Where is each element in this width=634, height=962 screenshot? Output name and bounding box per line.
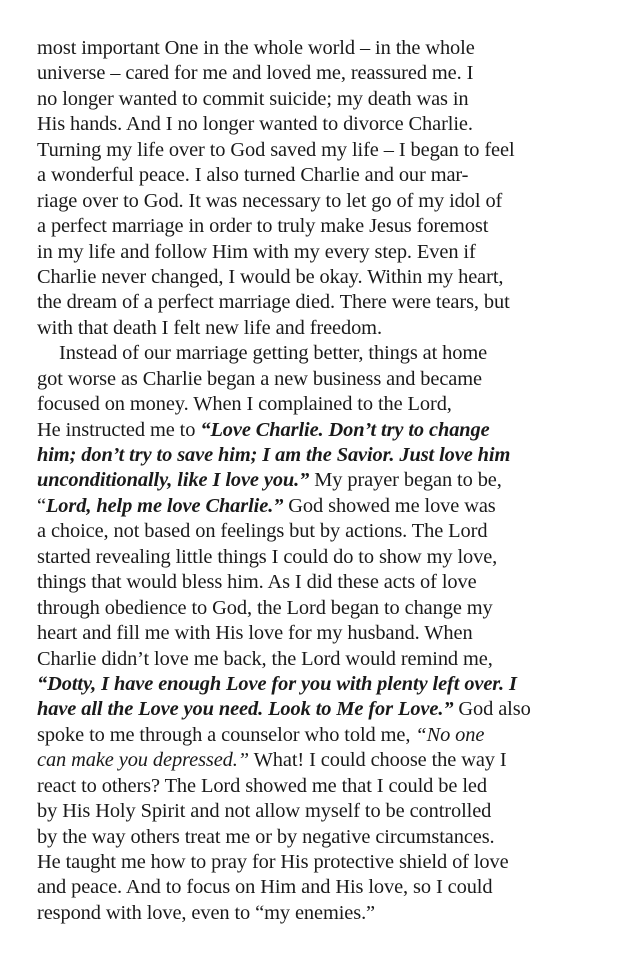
text-line: Instead of our marriage getting better, things at home — [59, 342, 488, 365]
text-run: What! I could choose the way I — [249, 749, 507, 772]
text-line — [37, 443, 597, 468]
text-line — [37, 748, 597, 773]
text-line — [37, 468, 597, 493]
text-line: His hands. And I no longer wanted to divorce Charlie. — [37, 113, 473, 136]
quote-text: Lord, help me love Charlie.” — [45, 494, 284, 517]
paragraph-1 — [37, 36, 597, 341]
text-line: a choice, not based on feelings but by actions. The Lord — [37, 520, 488, 543]
text-line: a perfect marriage in order to truly make Jesus foremost — [37, 215, 489, 238]
text-run: God also — [453, 698, 531, 721]
text-line: and peace. And to focus on Him and His love, so I could — [37, 876, 493, 899]
text-line: heart and fill me with His love for my husband. When — [37, 622, 473, 645]
text-line: by His Holy Spirit and not allow myself to be controlled — [37, 800, 492, 823]
text-line: respond with love, even to “my enemies.” — [37, 901, 376, 924]
text-line: Charlie didn’t love me back, the Lord would remind me, — [37, 647, 493, 670]
text-line: by the way others treat me or by negative circumstances. — [37, 825, 495, 848]
text-run: My prayer began to be, — [309, 469, 502, 492]
text-line: through obedience to God, the Lord began to change my — [37, 596, 493, 619]
text-line: with that death I felt new life and freedom. — [37, 316, 382, 339]
text-line: riage over to God. It was necessary to let go of my idol of — [37, 189, 503, 212]
text-run: spoke to me through a counselor who told me, — [37, 723, 416, 746]
text-line — [37, 494, 597, 519]
text-line: started revealing little things I could do to show my love, — [37, 545, 498, 568]
text-line: in my life and follow Him with my every step. Even if — [37, 240, 476, 263]
quote-text: can make you depressed.” — [37, 749, 250, 772]
text-line: He taught me how to pray for His protective shield of love — [37, 851, 509, 873]
text-line: react to others? The Lord showed me that I could be led — [37, 774, 487, 797]
text-line — [37, 697, 597, 722]
text-line: most important One in the whole world – in the whole — [37, 37, 475, 59]
text-line — [37, 418, 597, 443]
text-run: “ — [37, 494, 46, 517]
text-line: things that would bless him. As I did these acts of love — [37, 571, 477, 594]
book-page-text — [37, 36, 597, 926]
quote-text: him; don’t try to save him; I am the Savior. Just love him — [37, 444, 511, 466]
text-line: a wonderful peace. I also turned Charlie and our mar- — [37, 164, 469, 187]
quote-text: have all the Love you need. Look to Me for Love.” — [37, 698, 454, 721]
text-line — [37, 723, 597, 748]
quote-text: unconditionally, like I love you.” — [37, 469, 310, 492]
text-line: focused on money. When I complained to the Lord, — [37, 393, 452, 416]
paragraph-2 — [37, 341, 597, 926]
text-line — [37, 672, 597, 697]
text-line: no longer wanted to commit suicide; my death was in — [37, 87, 469, 110]
quote-text: “Love Charlie. Don’t try to change — [200, 418, 490, 441]
text-line: Charlie never changed, I would be okay. Within my heart, — [37, 265, 504, 288]
text-line: got worse as Charlie began a new business and became — [37, 367, 482, 390]
text-run: God showed me love was — [283, 494, 496, 517]
quote-text: “No one — [415, 723, 485, 746]
text-line: Turning my life over to God saved my life – I began to feel — [37, 138, 515, 161]
quote-text: “Dotty, I have enough Love for you with plenty left over. I — [37, 672, 517, 695]
text-line: universe – cared for me and loved me, reassured me. I — [37, 62, 474, 85]
text-line: the dream of a perfect marriage died. There were tears, but — [37, 291, 510, 314]
text-run: He instructed me to — [37, 418, 201, 441]
